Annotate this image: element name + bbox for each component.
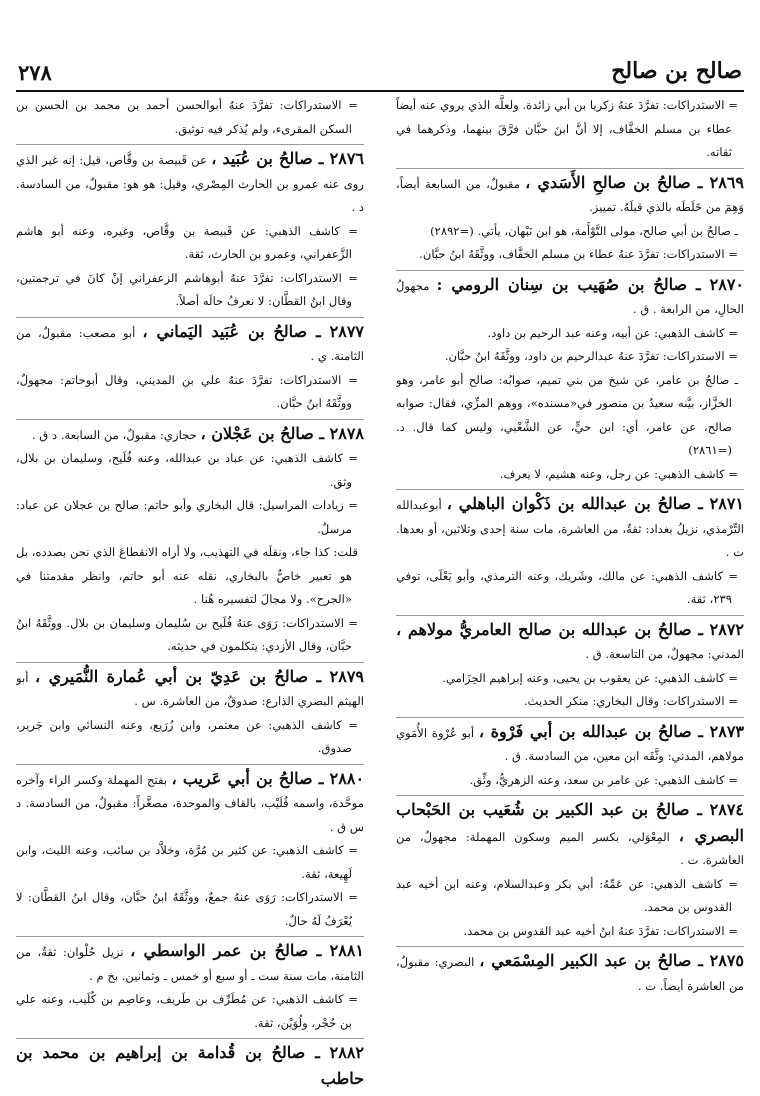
entry-continuation	[396, 94, 744, 169]
biography-entry	[396, 273, 744, 491]
biography-entry	[16, 665, 364, 765]
entry-note: = الاستدراكات: تفرَّدَ عنهُ ابنُ أخيه عبد القدوس بن محمد.	[463, 923, 738, 938]
entry-heading: ٢٨٨٠ ـ صالحُ بن أبي عَريب ،	[171, 768, 364, 788]
biography-entry	[396, 949, 744, 1001]
entry-note: ـ صالحُ بن عامر، عن شيخ من بني تميم، صوابُه: صالح أبو عامر، وهو الخزَّاز، بيَّنه سعيدُ بن منصور في«مسنده»، ووهم المزِّي، فقال: صوابه صالح، عن عامر، أي: ابن حيٍّ، عن الشَّعْبي، وليس كما قال. د. (=٢٨٦١)	[396, 369, 744, 463]
entry-note: = كاشف الذهبي: عن عباد بن عبدالله، وعنه فُلَيح، وسليمان بن بلال، وثق.	[16, 451, 358, 489]
entry-note: = الاستدراكات: رَوَى عنهُ فُلَيح بن سُليمان وسليمان بن بلال. ووثَّقَهُ ابنُ حبَّان، وقال الأزدي: يتكلمون في حديثه.	[16, 615, 358, 653]
biography-entry	[396, 492, 744, 616]
entry-heading: ٢٨٨١ ـ صالحُ بن عمر الواسطي ،	[130, 941, 364, 960]
entry-body: أبو الهيثم البصري الذارع: صدوقٌ، من العاشرة. س .	[16, 670, 364, 708]
entry-heading: ٢٨٦٩ ـ صالحُ بن صالحِ الأَسَدي ،	[525, 172, 744, 192]
page-header	[16, 58, 744, 92]
entry-body: أبوعبدالله التِّرْمذي، نزيلُ بغداد: ثقةٌ، من العاشرة، مات سنة إحدى وثلاثين، أو بعدها. ت .	[396, 498, 744, 559]
entry-heading: ٢٨٧٤ ـ صالحُ بن عبد الكبير بن شُعَيب بن الحَبْحاب البصري ،	[396, 800, 744, 845]
biography-entry	[16, 422, 364, 663]
entry-note: = الاستدراكات: رَوَى عنهُ جمعٌ، ووثَّقَهُ ابنُ حبَّان، وقال ابنُ القطَّان: لا يُعْرَفُ لَهُ حالٌ.	[16, 890, 358, 928]
entry-note: = كاشف الذهبي: عن رجل، وعنه هشيم، لا يعرف.	[499, 466, 738, 481]
entry-note: = الاستدراكات: تفرَّدَ عنهُ عبدالرحيم بن داود، ووثَّقَهُ ابنُ حبَّان.	[444, 349, 738, 363]
entry-heading: ٢٨٨٢ ـ صالحُ بن قُدامة بن إبراهيم بن محمد بن حاطب	[16, 1043, 364, 1088]
entry-text	[16, 147, 364, 220]
entry-text	[16, 320, 364, 369]
entry-note: = الاستدراكات: تفرَّدَ عنهُ أبوهاشم الزعفراني إنْ كانَ في ترجمتين، وقال ابنُ القطَّان: لا نعرفُ حالَه أصلاً.	[16, 270, 358, 308]
entry-heading: ٢٨٧١ ـ صالحُ بن عبدالله بن ذَكْوان الباهلي ،	[446, 494, 744, 513]
entry-heading: ٢٨٧٥ ـ صالحُ بن عبد الكبير المِسْمَعي ،	[479, 951, 744, 970]
entry-text	[16, 665, 364, 714]
left-column	[16, 94, 364, 1088]
entry-heading: ٢٨٧٨ ـ صالحُ بن عَجْلان ،	[200, 423, 364, 443]
biography-entry	[16, 767, 364, 938]
biography-entry	[396, 720, 744, 797]
entry-note: = كاشف الذهبي: عن معتمر، وابن زُرَيع، وعنه النسائي وابن جَرير، صدوق.	[16, 717, 358, 755]
entry-body: نزيل حُلْوان: ثقةٌ، من الثامنة، مات سنة ست ـ أو سبع أو خمس ـ وثمانين. بخ م .	[16, 945, 364, 983]
entry-note: = الاستدراكات: تفرَّدَ عنهُ زكريا بن أبي زائدة. ولعلَّه الذي يروي عنه أيضاً عطاء بن مسلم الخفَّاف، إلا أنَّ ابنَ حبَّان فرَّقَ بينهما، وذكرهما في ثقاته.	[396, 98, 738, 159]
entry-body: حجازي: مقبولٌ، من السابعة. د ق .	[31, 427, 197, 442]
entry-note: = كاشف الذهبي: عن قَبيصة بن وقَّاص، وغيره، وعنه أبو هاشم الزَّعفراني، وعمرو بن الحارث، ثقة.	[16, 223, 358, 261]
entry-heading: ٢٨٧٧ ـ صالحُ بن عُبَيد اليَماني ،	[142, 321, 364, 341]
biography-entry	[396, 171, 744, 271]
entry-body: بفتح المهملة وكسر الراء وآخره موحَّدة، واسمه قُلَيْب، بالقاف والموحدة، مصغَّراً: مقبولٌ، من السادسة. د س ق .	[16, 772, 364, 834]
entry-text	[16, 939, 364, 988]
biography-entry	[396, 798, 744, 947]
entry-note: = كاشف الذهبي: عن أبيه، وعنه عبد الرحيم بن داود.	[487, 325, 738, 340]
entry-heading: ٢٨٧٦ ـ صالحُ بن عُبَيد ،	[211, 149, 364, 168]
entry-heading: ٢٨٧٣ ـ صالحُ بن عبدالله بن أبي فَرْوة ،	[478, 721, 744, 741]
entry-body: أبو عُرْوة الأُمَوي مولاهم، المدني: وثَّقَه ابن معين، من السادسة. ق .	[396, 725, 744, 763]
entry-text	[396, 171, 744, 220]
entry-text	[396, 720, 744, 769]
biography-entry	[16, 320, 364, 420]
entry-text	[396, 273, 744, 322]
entry-continuation	[16, 94, 364, 145]
entry-text	[16, 767, 364, 840]
entry-note: = الاستدراكات: تفرَّدَ عنهُ عطاء بن مسلم الخفَّاف، ووثَّقَهُ ابنُ حبَّان.	[419, 247, 738, 261]
right-column	[396, 94, 744, 1088]
entry-note: ـ صالحُ بن أبي صالح، مولى التَّوْأَمة، هو ابن نَبْهان، يأتي. (=٢٨٩٢)	[396, 220, 744, 244]
entry-text	[396, 949, 744, 998]
entry-body: المِعْوَلي، بكسر الميم وسكون المهملة: مجهولٌ، من العاشرة. ت .	[396, 829, 744, 867]
entry-text	[396, 798, 744, 873]
entry-body: عن قَبيصة بن وقَّاص، قيل: إنه غير الذي روى عنه عمرو بن الحارث المِصْري، وقيل: هو هو: مقبولٌ، من السادسة. د .	[16, 153, 364, 214]
entry-text	[396, 492, 744, 565]
entry-body: أبو مصعب: مقبولٌ، من الثامنة. ي .	[16, 325, 364, 363]
entry-note: = كاشف الذهبي: عن كثير بن مُرَّة، وخلاَّد بن سائب، وعنه الليث، وابن لَهِيعة، ثقة.	[16, 843, 358, 881]
entry-note: = زيادات المراسيل: قال البخاري وأبو حاتم: صالح بن عجلان عن عباد: مرسلٌ.	[16, 498, 358, 536]
entry-note: قلت: كذا جاء، ونقلَه في التهذيب، ولا أراه الانقطاعَ الذي نحن بصدده، بل هو تعبير خاصٌّ بالبخاري، نقله عنه أبو حاتم، وانظر مقدمتنا في «الجرح». ولا مجالَ لتفسيره هُنا .	[16, 545, 358, 606]
entry-note: = كاشف الذهبي: عن عَمِّهُ: أبي بكر وعبدالسلام، وعنه ابن أخيه عبد القدوس بن محمد.	[396, 876, 738, 914]
page-number: ٢٧٨	[18, 60, 52, 85]
book-page	[16, 58, 744, 1088]
entry-note: = كاشف الذهبي: عن عامر بن سعد، وعنه الزهريُّ، وثِّق.	[469, 772, 738, 787]
running-head: صالح بن صالح	[611, 58, 742, 84]
entry-body: مقبولٌ، من السابعة أيضاً، وَهِمَ من خَلَطَه بالذي قبلَهُ. تمييز.	[396, 176, 744, 214]
biography-entry	[16, 147, 364, 318]
entry-text	[16, 1041, 364, 1088]
biography-entry	[16, 939, 364, 1039]
entry-body: البصري: مقبولٌ، من العاشرة أيضاً. ت .	[396, 955, 744, 993]
entry-note: = كاشف الذهبي: عن مُطَرِّف بن طَريف، وعاصِم بن كُلَيب، وعنه علي بن حُجْر، ولُوَيْن، ثقة.	[16, 992, 358, 1030]
entry-heading: ٢٨٧٩ ـ صالحُ بن عَدِيّ بن أبي عُمارة النُّمَيري ،	[34, 666, 364, 686]
entry-note: = كاشف الذهبي: عن مالك، وشَريك، وعنه الترمذي، وأبو يَعْلَى، توفي ٢٣٩، ثقة.	[396, 568, 738, 606]
entry-body: مجهولُ الحالِ، من الرابعة . ق .	[396, 278, 744, 316]
biography-entry	[16, 1041, 364, 1088]
entry-text	[396, 618, 744, 667]
entry-note: = الاستدراكات: تفرَّدَ عنهُ أبوالحسن أحمد بن محمد بن الحسن بن السكن المقرىء، ولم يُذكر فيه توثيق.	[16, 98, 358, 136]
entry-text	[16, 422, 364, 448]
entry-body: المدني: مجهولٌ، من التاسعة. ق .	[585, 647, 744, 661]
biography-entry	[396, 618, 744, 718]
entry-note: = الاستدراكات: تفرَّدَ عنهُ علي بن المديني، وقال أبوحاتم: مجهولٌ، ووثَّقَهُ ابنُ حبَّان.	[16, 372, 358, 410]
entry-note: = الاستدراكات: وقال البخاري: منكر الحديث.	[523, 694, 738, 708]
entry-heading: ٢٨٧٠ ـ صالحُ بن صُهَيب بن سِنان الرومي :	[436, 274, 744, 294]
entry-note: = كاشف الذهبي: عن يعقوب بن يحيى، وعنه إبراهيم الحِزَامي.	[442, 670, 738, 685]
entry-heading: ٢٨٧٢ ـ صالحُ بن عبدالله بن صالح العامريُّ مولاهم ،	[396, 619, 744, 639]
